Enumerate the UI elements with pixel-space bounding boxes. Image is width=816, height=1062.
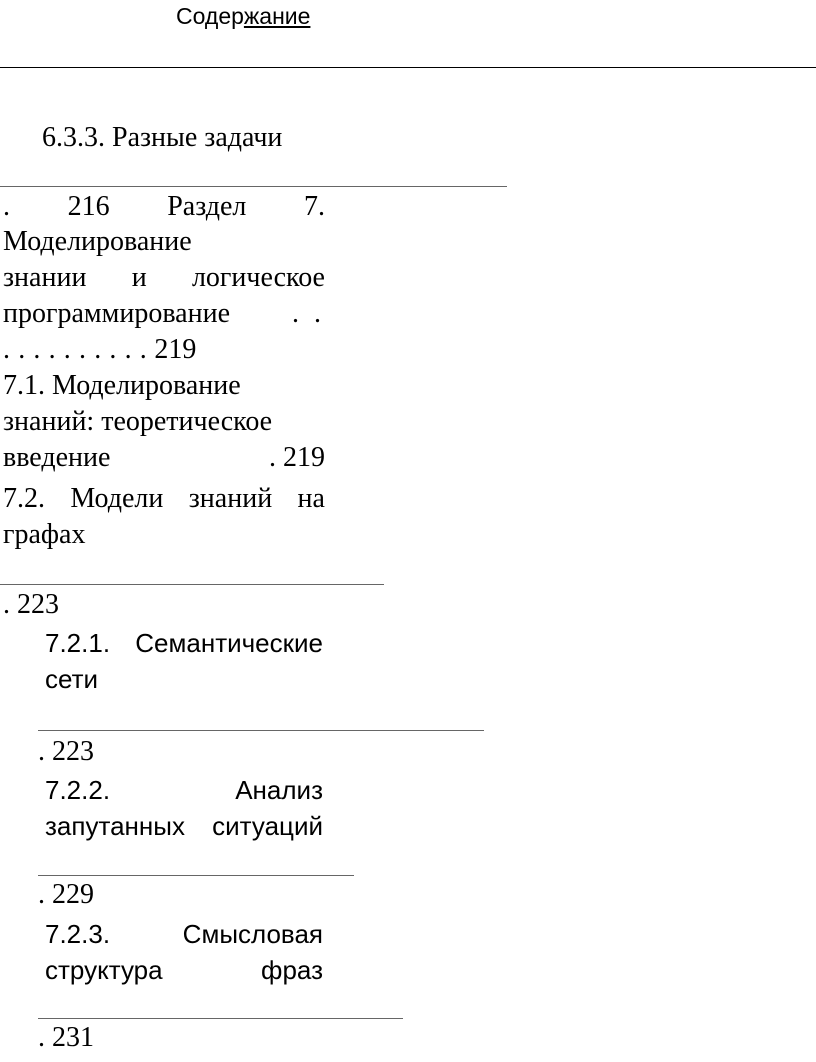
toc-entry-section-7-line-5 (3, 333, 196, 367)
toc-entry-7-2-1-line-2: сети (45, 664, 99, 694)
toc-dot-leader: . . (292, 298, 325, 329)
header-divider (0, 67, 816, 68)
toc-entry-section-7-line-4 (3, 297, 325, 331)
toc-entry-7-2-2-line-1 (45, 773, 323, 807)
toc-entry-7-2-line-2: графах (3, 519, 86, 550)
toc-page-number: . 219 (269, 442, 325, 473)
page-header-title (176, 2, 310, 30)
entry-number: 7.2.1. (45, 628, 111, 658)
toc-entry-section-7-line-1 (3, 190, 325, 224)
toc-entry-7-2-3-line-1 (45, 917, 323, 951)
toc-leader-7-2-2 (38, 875, 354, 876)
toc-entry-7-2-1-page: . 223 (38, 736, 94, 767)
entry-number: 7.2.3. (45, 919, 111, 949)
toc-entry-7-1-line-1: 7.1. Моделирование (3, 370, 241, 401)
entry-word: фраз (261, 955, 323, 985)
entry-word: Анализ (235, 775, 323, 805)
section-word: и (131, 262, 147, 293)
section-number: 7. (303, 191, 325, 222)
toc-entry-7-2-3-page: . 231 (38, 1022, 94, 1053)
entry-word: 7.2. (3, 483, 45, 514)
toc-entry-7-2-1-line-1 (45, 626, 323, 660)
toc-leader-7-2-1 (38, 730, 484, 731)
toc-entry-6-3-3-title: 6.3.3. Разные задачи (42, 122, 283, 153)
toc-entry-7-2-2-page: . 229 (38, 879, 94, 910)
header-title-start: Содер (176, 3, 244, 29)
toc-entry-7-2-3-line-2 (45, 953, 323, 987)
section-word: знании (3, 262, 87, 293)
entry-word: Модели (70, 483, 164, 514)
section-word: программирование (3, 298, 230, 329)
entry-word: введение (3, 442, 111, 473)
toc-leader-7-2 (0, 584, 384, 585)
header-title-underlined: жание (243, 3, 311, 29)
toc-entry-section-7-line-3 (3, 261, 325, 295)
toc-entry-7-1-line-2: знаний: теоретическое (3, 406, 273, 437)
entry-number: 7.2.2. (45, 775, 111, 805)
entry-word: Семантические (135, 628, 323, 658)
toc-page-dot: . (3, 191, 10, 222)
toc-entry-7-2-line-1 (3, 482, 325, 516)
toc-entry-7-1-line-3 (3, 441, 325, 475)
toc-entry-7-2-page: . 223 (3, 589, 59, 620)
entry-word: ситуаций (212, 811, 323, 841)
toc-entry-section-7-line-2: Моделирование (3, 226, 192, 257)
entry-word: знаний (188, 483, 273, 514)
entry-word: структура (45, 955, 163, 985)
section-word: логическое (191, 262, 325, 293)
toc-dot-leader: . . . . . . . . . . (3, 334, 148, 365)
toc-entry-7-2-2-line-2 (45, 809, 323, 843)
section-word: Раздел (167, 191, 247, 222)
toc-leader-6-3-3 (0, 186, 507, 187)
entry-word: запутанных (45, 811, 185, 841)
entry-word: на (297, 483, 325, 514)
toc-page-number: 219 (154, 334, 197, 365)
toc-leader-7-2-3 (38, 1018, 403, 1019)
toc-page-number: 216 (67, 191, 110, 222)
entry-word: Смысловая (182, 919, 323, 949)
